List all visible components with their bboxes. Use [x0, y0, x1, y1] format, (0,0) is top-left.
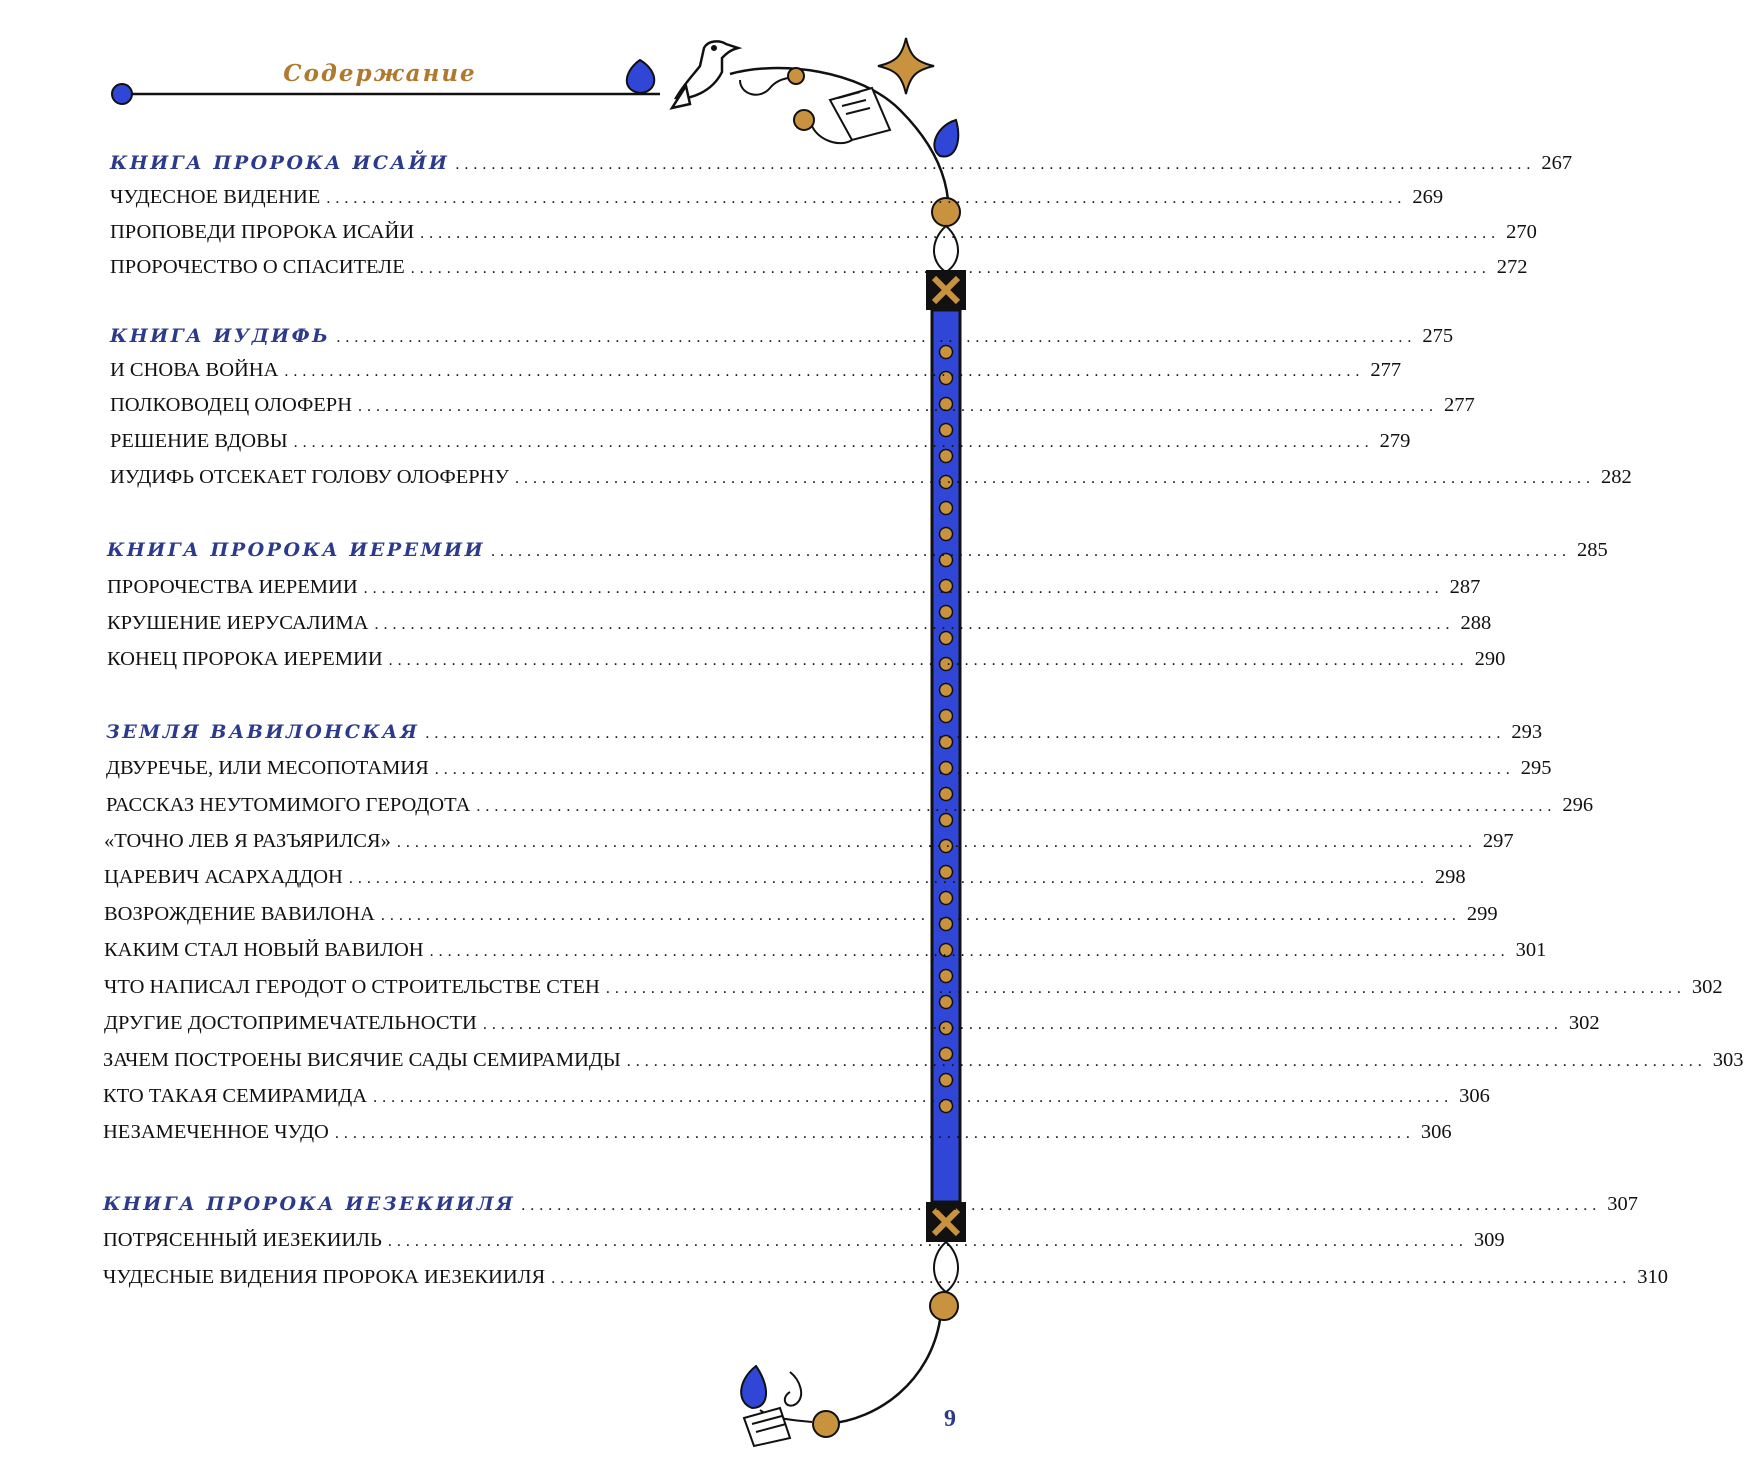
toc-entry-title: РЕШЕНИЕ ВДОВЫ [110, 430, 288, 452]
toc-entry-title: ПОЛКОВОДЕЦ ОЛОФЕРН [110, 394, 353, 416]
toc-section-heading[interactable] [110, 152, 1573, 182]
toc-entry[interactable] [104, 1012, 1600, 1042]
toc-entry-title: КРУШЕНИЕ ИЕРУСАЛИМА [107, 612, 369, 634]
toc-entry[interactable] [104, 939, 1547, 969]
toc-entry-page: 298 [1434, 866, 1466, 888]
toc-entry-title: ПРОРОЧЕСТВА ИЕРЕМИИ [107, 576, 358, 598]
toc-entry-page: 306 [1459, 1085, 1490, 1107]
dot-leader: ........................................................................................................................ [396, 834, 1477, 851]
toc-entry[interactable] [110, 466, 1632, 496]
toc-entry-page: 307 [1607, 1193, 1639, 1215]
toc-entry[interactable] [110, 430, 1411, 460]
toc-entry-page: 272 [1496, 256, 1528, 278]
toc-entry[interactable] [107, 648, 1506, 678]
toc-entry-page: 288 [1460, 612, 1492, 634]
toc-entry-title: ЦАРЕВИЧ АСАРХАДДОН [104, 866, 343, 888]
dot-leader: ........................................................................................................................ [363, 580, 1444, 597]
toc-entry-title: НЕЗАМЕЧЕННОЕ ЧУДО [103, 1121, 329, 1143]
dot-leader: ........................................................................................................................ [605, 980, 1686, 997]
toc-entry-page: 279 [1379, 430, 1411, 452]
toc-entry-page: 277 [1444, 394, 1475, 416]
dot-leader: ........................................................................................................................ [380, 907, 1461, 924]
dot-leader: ........................................................................................................................ [434, 761, 1515, 778]
toc-entry[interactable] [110, 256, 1528, 286]
toc-entry[interactable] [103, 1085, 1490, 1115]
toc-entry[interactable] [106, 794, 1594, 824]
dot-leader: ........................................................................................................................ [326, 190, 1407, 207]
toc-entry-page: 269 [1412, 186, 1444, 208]
dot-leader: ........................................................................................................................ [358, 398, 1439, 415]
toc-entry-title: КНИГА ПРОРОКА ИСАЙИ [110, 152, 450, 174]
toc-entry[interactable] [103, 1049, 1744, 1079]
toc-entry-page: 306 [1420, 1121, 1452, 1143]
toc-entry-page: 302 [1568, 1012, 1600, 1034]
toc-entry-title: КНИГА ПРОРОКА ИЕРЕМИИ [107, 539, 486, 561]
dot-leader: ........................................................................................................................ [284, 363, 1365, 380]
toc-entry[interactable] [103, 1121, 1452, 1151]
toc-entry-page: 277 [1370, 359, 1402, 381]
dot-leader: ........................................................................................................................ [551, 1270, 1632, 1287]
dot-leader: ........................................................................................................................ [514, 470, 1595, 487]
toc-entry-title: ПРОПОВЕДИ ПРОРОКА ИСАЙИ [110, 221, 415, 243]
toc-entry-page: 275 [1422, 325, 1454, 347]
toc-entry-title: ЧУДЕСНЫЕ ВИДЕНИЯ ПРОРОКА ИЕЗЕКИИЛЯ [103, 1266, 546, 1288]
toc-entry-title: ЧТО НАПИСАЛ ГЕРОДОТ О СТРОИТЕЛЬСТВЕ СТЕН [104, 976, 600, 998]
toc-entry-title: ВОЗРОЖДЕНИЕ ВАВИЛОНА [104, 903, 375, 925]
dot-leader: ........................................................................................................................ [348, 870, 1429, 887]
toc-entry[interactable] [106, 757, 1552, 787]
toc-entry-title: ЧУДЕСНОЕ ВИДЕНИЕ [110, 186, 321, 208]
toc-entry-page: 301 [1515, 939, 1547, 961]
toc-entry[interactable] [110, 186, 1444, 216]
dot-leader: ........................................................................................................................ [293, 434, 1374, 451]
dot-leader: ........................................................................................................................ [336, 329, 1417, 346]
toc-entry-title: ИУДИФЬ ОТСЕКАЕТ ГОЛОВУ ОЛОФЕРНУ [110, 466, 509, 488]
toc-entry-title: КОНЕЦ ПРОРОКА ИЕРЕМИИ [107, 648, 383, 670]
toc-entry-page: 282 [1600, 466, 1632, 488]
toc-entry-page: 267 [1541, 152, 1573, 174]
toc-entry[interactable] [107, 576, 1481, 606]
dot-leader: ........................................................................................................................ [387, 1233, 1468, 1250]
toc-entry-page: 299 [1466, 903, 1498, 925]
toc-section-heading[interactable] [107, 539, 1608, 569]
toc-entry[interactable] [104, 830, 1514, 860]
toc-entry-page: 293 [1511, 721, 1543, 743]
page-number: 9 [944, 1406, 956, 1432]
toc-entry-title: «ТОЧНО ЛЕВ Я РАЗЪЯРИЛСЯ» [104, 830, 391, 852]
toc-entry-title: КАКИМ СТАЛ НОВЫЙ ВАВИЛОН [104, 939, 424, 961]
toc-entry-title: ДРУГИЕ ДОСТОПРИМЕЧАТЕЛЬНОСТИ [104, 1012, 477, 1034]
toc-entry[interactable] [110, 359, 1402, 389]
toc-entry-title: КНИГА ИУДИФЬ [110, 325, 331, 347]
toc-entry-title: ПРОРОЧЕСТВО О СПАСИТЕЛЕ [110, 256, 405, 278]
toc-entry-title: КТО ТАКАЯ СЕМИРАМИДА [103, 1085, 368, 1107]
toc-entry-title: РАССКАЗ НЕУТОМИМОГО ГЕРОДОТА [106, 794, 471, 816]
dot-leader: ........................................................................................................................ [491, 543, 1572, 560]
toc-entry-page: 310 [1637, 1266, 1668, 1288]
toc-entry[interactable] [104, 976, 1723, 1006]
toc-entry-title: ПОТРЯСЕННЫЙ ИЕЗЕКИИЛЬ [103, 1229, 382, 1251]
toc-entry-page: 287 [1449, 576, 1481, 598]
toc-section-heading[interactable] [106, 721, 1543, 751]
toc-entry-page: 290 [1474, 648, 1506, 670]
dot-leader: ........................................................................................................................ [373, 1089, 1454, 1106]
toc-entry[interactable] [110, 394, 1475, 424]
dot-leader: ........................................................................................................................ [420, 225, 1501, 242]
toc-entry-page: 270 [1506, 221, 1537, 243]
toc-entry[interactable] [103, 1266, 1668, 1296]
dot-leader: ........................................................................................................................ [482, 1016, 1563, 1033]
dot-leader: ........................................................................................................................ [410, 260, 1491, 277]
toc-entry[interactable] [110, 221, 1537, 251]
page-title: Содержание [283, 60, 477, 87]
dot-leader: ........................................................................................................................ [374, 616, 1455, 633]
dot-leader: ........................................................................................................................ [476, 798, 1557, 815]
toc-entry-page: 302 [1691, 976, 1723, 998]
toc-entry-page: 303 [1712, 1049, 1744, 1071]
dot-leader: ........................................................................................................................ [334, 1125, 1415, 1142]
toc-entry-page: 309 [1473, 1229, 1505, 1251]
toc-entry-page: 295 [1520, 757, 1552, 779]
toc-entry[interactable] [103, 1229, 1505, 1259]
toc-entry-page: 296 [1562, 794, 1594, 816]
toc-section-heading[interactable] [103, 1193, 1639, 1223]
toc-entry-title: И СНОВА ВОЙНА [110, 359, 279, 381]
dot-leader: ........................................................................................................................ [425, 725, 1506, 742]
toc-entry-page: 285 [1577, 539, 1608, 561]
dot-leader: ........................................................................................................................ [388, 652, 1469, 669]
toc-entry-title: ЗАЧЕМ ПОСТРОЕНЫ ВИСЯЧИЕ САДЫ СЕМИРАМИДЫ [103, 1049, 621, 1071]
toc-entry[interactable] [104, 903, 1498, 933]
toc-entry-title: КНИГА ПРОРОКА ИЕЗЕКИИЛЯ [103, 1193, 516, 1215]
dot-leader: ........................................................................................................................ [521, 1197, 1602, 1214]
toc-entry-title: ДВУРЕЧЬЕ, ИЛИ МЕСОПОТАМИЯ [106, 757, 429, 779]
toc-entry-title: ЗЕМЛЯ ВАВИЛОНСКАЯ [106, 721, 420, 743]
toc-entry[interactable] [107, 612, 1492, 642]
dot-leader: ........................................................................................................................ [455, 156, 1536, 173]
dot-leader: ........................................................................................................................ [429, 943, 1510, 960]
toc-entry[interactable] [104, 866, 1466, 896]
dot-leader: ........................................................................................................................ [626, 1053, 1707, 1070]
toc-entry-page: 297 [1482, 830, 1514, 852]
toc-section-heading[interactable] [110, 325, 1454, 355]
